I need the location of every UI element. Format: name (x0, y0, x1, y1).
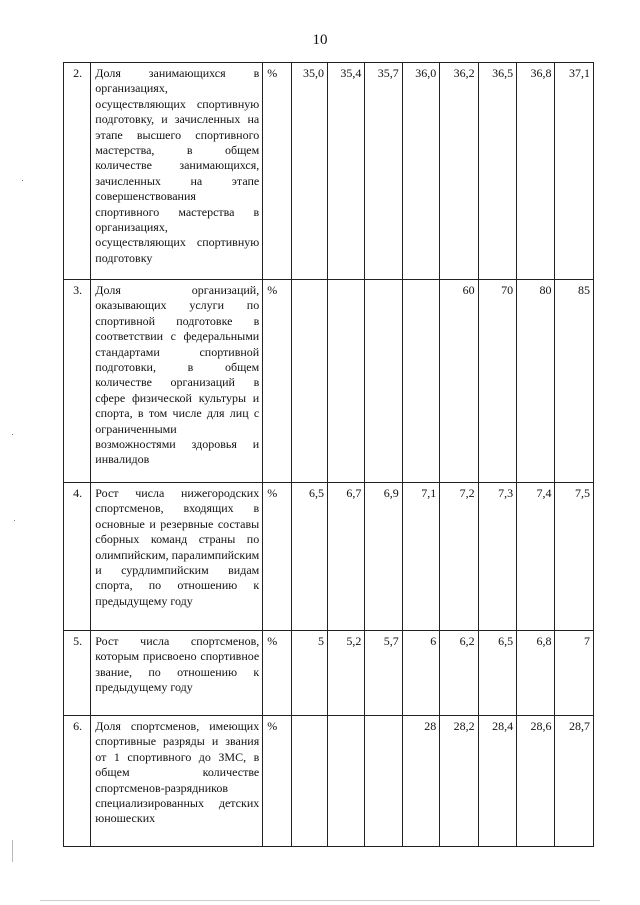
row-number: 4. (64, 483, 91, 631)
value-cell: 28 (402, 716, 439, 847)
scan-edge (40, 900, 600, 901)
value-cell: 7,4 (517, 483, 555, 631)
value-cell: 5,2 (327, 631, 364, 716)
value-cell: 37,1 (555, 63, 594, 280)
value-cell: 36,8 (517, 63, 555, 280)
table-row (64, 716, 594, 847)
indicator-name: Рост числа нижегородских спортсменов, входящих в основные и резервные составы сборных команд страны по олимпийским, паралимпийским и сурдлимпийским видам спорта, по отношению к предыдущему году (91, 483, 263, 631)
value-cell: 6,2 (440, 631, 478, 716)
scan-speck (12, 840, 13, 862)
value-cell: 28,6 (517, 716, 555, 847)
value-cell: 6,5 (291, 483, 327, 631)
value-cell: 60 (440, 280, 478, 483)
value-cell: 28,7 (555, 716, 594, 847)
value-cell: 7 (555, 631, 594, 716)
row-number: 5. (64, 631, 91, 716)
value-cell: 28,4 (478, 716, 516, 847)
value-cell (291, 716, 327, 847)
value-cell: 7,2 (440, 483, 478, 631)
value-cell: 6,9 (365, 483, 402, 631)
indicator-name: Доля спортсменов, имеющих спортивные разряды и звания от 1 спортивного до ЗМС, в общем количестве спортсменов-разрядников специализированных детских юношеских (91, 716, 263, 847)
scan-speck (14, 520, 15, 521)
value-cell: 7,3 (478, 483, 516, 631)
value-cell (291, 280, 327, 483)
value-cell: 35,7 (365, 63, 402, 280)
value-cell: 36,0 (402, 63, 439, 280)
unit-cell: % (263, 483, 291, 631)
scan-speck (22, 180, 23, 181)
table-row (64, 280, 594, 483)
value-cell: 7,1 (402, 483, 439, 631)
value-cell: 5,7 (365, 631, 402, 716)
value-cell (365, 716, 402, 847)
value-cell: 70 (478, 280, 516, 483)
row-number: 2. (64, 63, 91, 280)
value-cell: 28,2 (440, 716, 478, 847)
value-cell (327, 280, 364, 483)
value-cell: 85 (555, 280, 594, 483)
row-number: 6. (64, 716, 91, 847)
indicator-name: Доля занимающихся в организациях, осуществляющих спортивную подготовку, и зачисленных на этапе высшего спортивного мастерства, в общем количестве занимающихся, зачисленных на этапе совершенствования спортивного мастерства в организациях, осуществляющих спортивную подготовку (91, 63, 263, 280)
indicator-name: Доля организаций, оказывающих услуги по спортивной подготовке в соответствии с федеральными стандартами спортивной подготовки, в общем количестве организаций в сфере физической культуры и спорта, в том числе для лиц с ограниченными возможностями здоровья и инвалидов (91, 280, 263, 483)
value-cell: 36,2 (440, 63, 478, 280)
value-cell: 6,8 (517, 631, 555, 716)
value-cell: 6,5 (478, 631, 516, 716)
unit-cell: % (263, 63, 291, 280)
value-cell (327, 716, 364, 847)
value-cell: 35,4 (327, 63, 364, 280)
value-cell: 6,7 (327, 483, 364, 631)
scan-speck (12, 434, 13, 435)
value-cell: 35,0 (291, 63, 327, 280)
unit-cell: % (263, 716, 291, 847)
value-cell: 5 (291, 631, 327, 716)
indicator-name: Рост числа спортсменов, которым присвоено спортивное звание, по отношению к предыдущему году (91, 631, 263, 716)
unit-cell: % (263, 631, 291, 716)
row-number: 3. (64, 280, 91, 483)
table-row (64, 631, 594, 716)
value-cell: 7,5 (555, 483, 594, 631)
unit-cell: % (263, 280, 291, 483)
value-cell: 80 (517, 280, 555, 483)
value-cell: 36,5 (478, 63, 516, 280)
table-row (64, 483, 594, 631)
table-row (64, 63, 594, 280)
value-cell (402, 280, 439, 483)
value-cell (365, 280, 402, 483)
indicators-table (63, 62, 594, 847)
value-cell: 6 (402, 631, 439, 716)
page-number: 10 (312, 32, 328, 48)
